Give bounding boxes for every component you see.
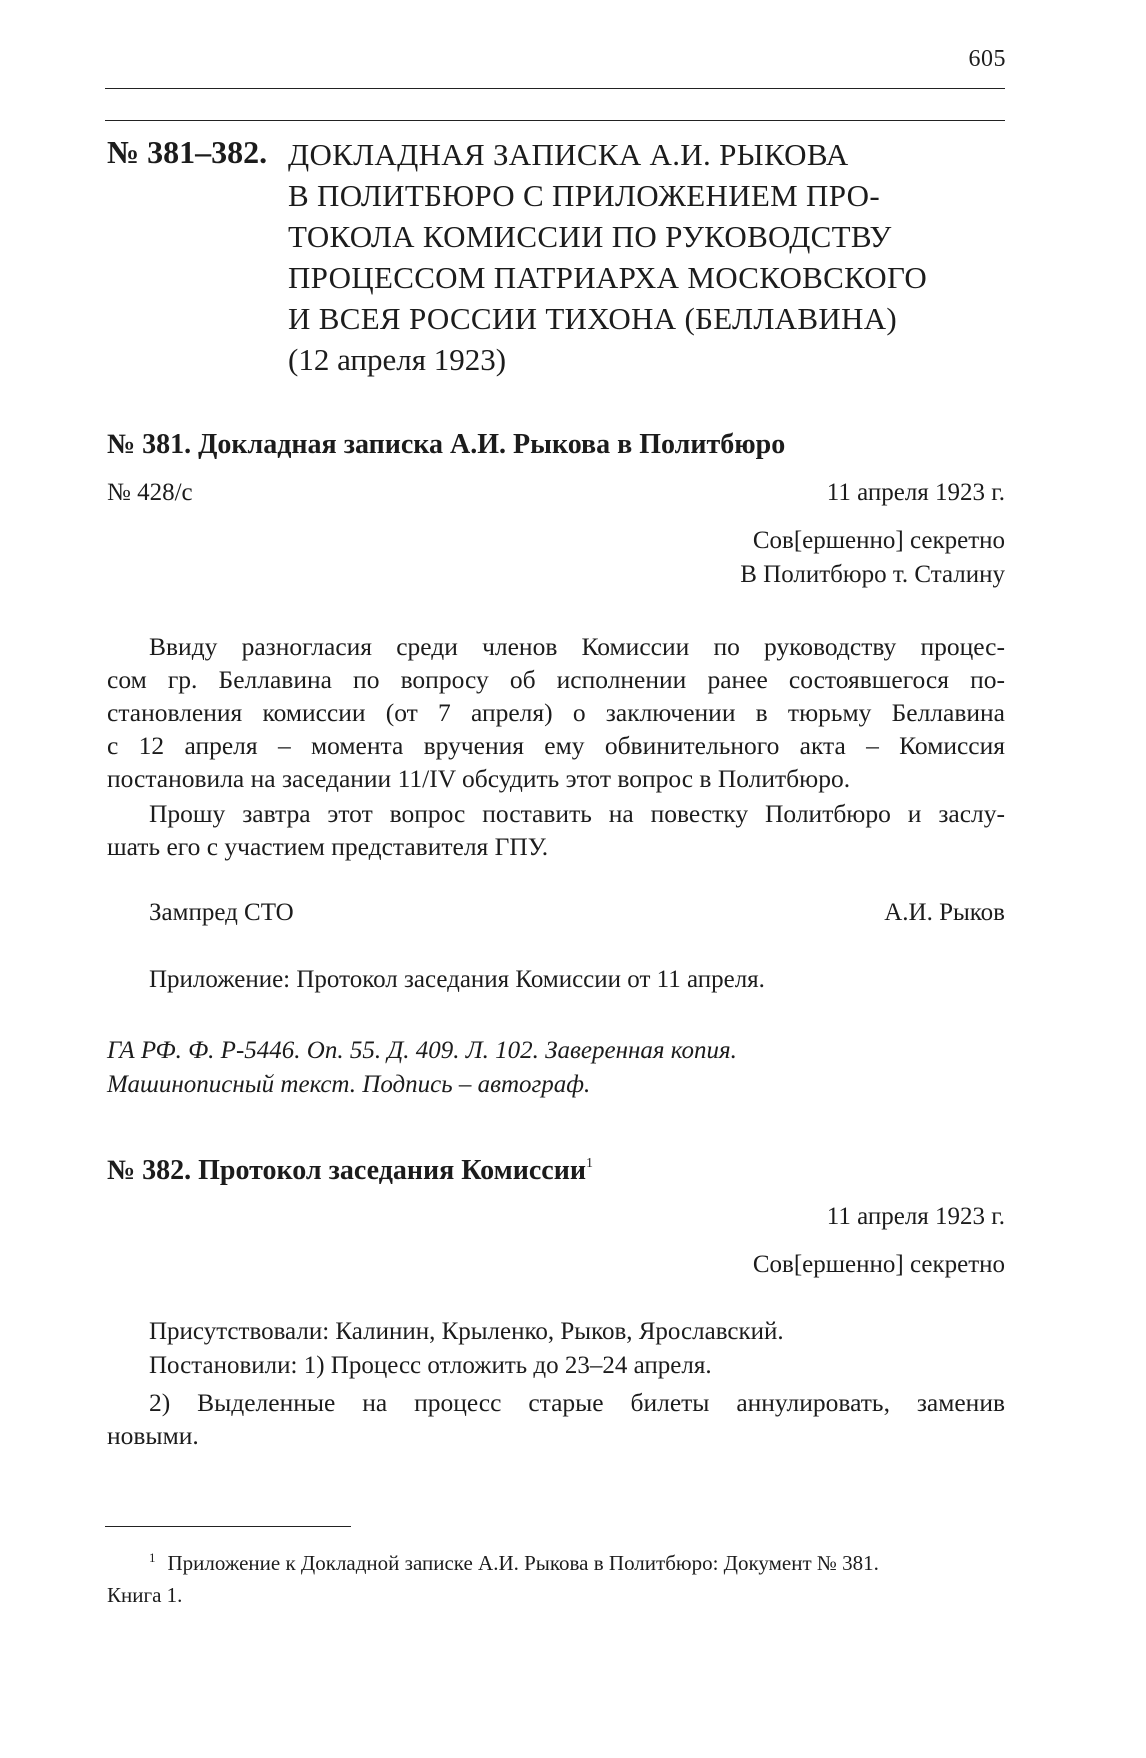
title-line: ТОКОЛА КОМИССИИ ПО РУКОВОДСТВУ	[288, 219, 892, 254]
doc381-addressee: В Политбюро т. Сталину	[740, 561, 1005, 588]
footnote-mark: 1	[149, 1550, 156, 1565]
text-line: Ввиду разногласия среди членов Комиссии по руководству процес-	[149, 632, 1005, 661]
footnote	[107, 1542, 1005, 1611]
footnote-text: Приложение к Докладной записке А.И. Рыкова в Политбюро: Документ № 381.	[167, 1551, 879, 1575]
present-list: Присутствовали: Калинин, Крыленко, Рыков, Ярославский.	[149, 1318, 784, 1345]
text-line: шать его с участием представителя ГПУ.	[107, 832, 549, 861]
resolution-2	[107, 1386, 1005, 1452]
footnote-rule	[105, 1526, 351, 1527]
text-line: новыми.	[107, 1421, 199, 1450]
title-line: ДОКЛАДНАЯ ЗАПИСКА А.И. РЫКОВА	[288, 137, 849, 172]
text-line: 2) Выделенные на процесс старые билеты аннулировать, заменив	[149, 1388, 1005, 1417]
title-rule	[105, 120, 1005, 121]
footnote-line: Книга 1.	[107, 1583, 183, 1607]
title-line: В ПОЛИТБЮРО С ПРИЛОЖЕНИЕМ ПРО-	[288, 178, 880, 213]
doc381-ref-number: № 428/с	[107, 479, 193, 506]
archive-source-line-1: ГА РФ. Ф. Р-5446. Оп. 55. Д. 409. Л. 102. Заверенная копия.	[107, 1037, 737, 1064]
doc381-paragraph-1	[107, 630, 1005, 795]
doc381-date: 11 апреля 1923 г.	[826, 479, 1005, 506]
title-number: № 381–382.	[107, 134, 268, 170]
doc381-heading: № 381. Докладная записка А.И. Рыкова в Политбюро	[107, 429, 786, 460]
doc382-date: 11 апреля 1923 г.	[826, 1203, 1005, 1230]
text-line: с 12 апреля – момента вручения ему обвинительного акта – Комиссия	[107, 731, 1005, 760]
attachment-note: Приложение: Протокол заседания Комиссии от 11 апреля.	[149, 966, 765, 993]
section-title	[288, 134, 1008, 380]
doc382-classification: Сов[ершенно] секретно	[752, 1251, 1005, 1278]
header-rule	[105, 88, 1005, 89]
archive-source-line-2: Машинописный текст. Подпись – автограф.	[107, 1071, 591, 1098]
doc382-heading-text: № 382. Протокол заседания Комиссии	[107, 1155, 586, 1186]
doc382-heading	[107, 1155, 593, 1187]
text-line: постановила на заседании 11/IV обсудить этот вопрос в Политбюро.	[107, 764, 851, 793]
signature-name: А.И. Рыков	[884, 899, 1005, 926]
signature-position: Зампред СТО	[149, 899, 294, 926]
text-line: Прошу завтра этот вопрос поставить на повестку Политбюро и заслу-	[149, 799, 1005, 828]
title-line: ПРОЦЕССОМ ПАТРИАРХА МОСКОВСКОГО	[288, 260, 928, 295]
page-number: 605	[968, 46, 1006, 72]
footnote-line	[107, 1542, 1005, 1579]
title-date: (12 апреля 1923)	[288, 342, 507, 377]
footnote-reference: 1	[585, 1156, 593, 1171]
resolution-1: Постановили: 1) Процесс отложить до 23–24 апреля.	[149, 1352, 712, 1379]
text-line: сом гр. Беллавина по вопросу об исполнении ранее состоявшегося по-	[107, 665, 1005, 694]
doc381-classification: Сов[ершенно] секретно	[752, 527, 1005, 554]
text-line: становления комиссии (от 7 апреля) о заключении в тюрьму Беллавина	[107, 698, 1005, 727]
title-line: И ВСЕЯ РОССИИ ТИХОНА (БЕЛЛАВИНА)	[288, 301, 898, 336]
doc381-paragraph-2	[107, 797, 1005, 863]
